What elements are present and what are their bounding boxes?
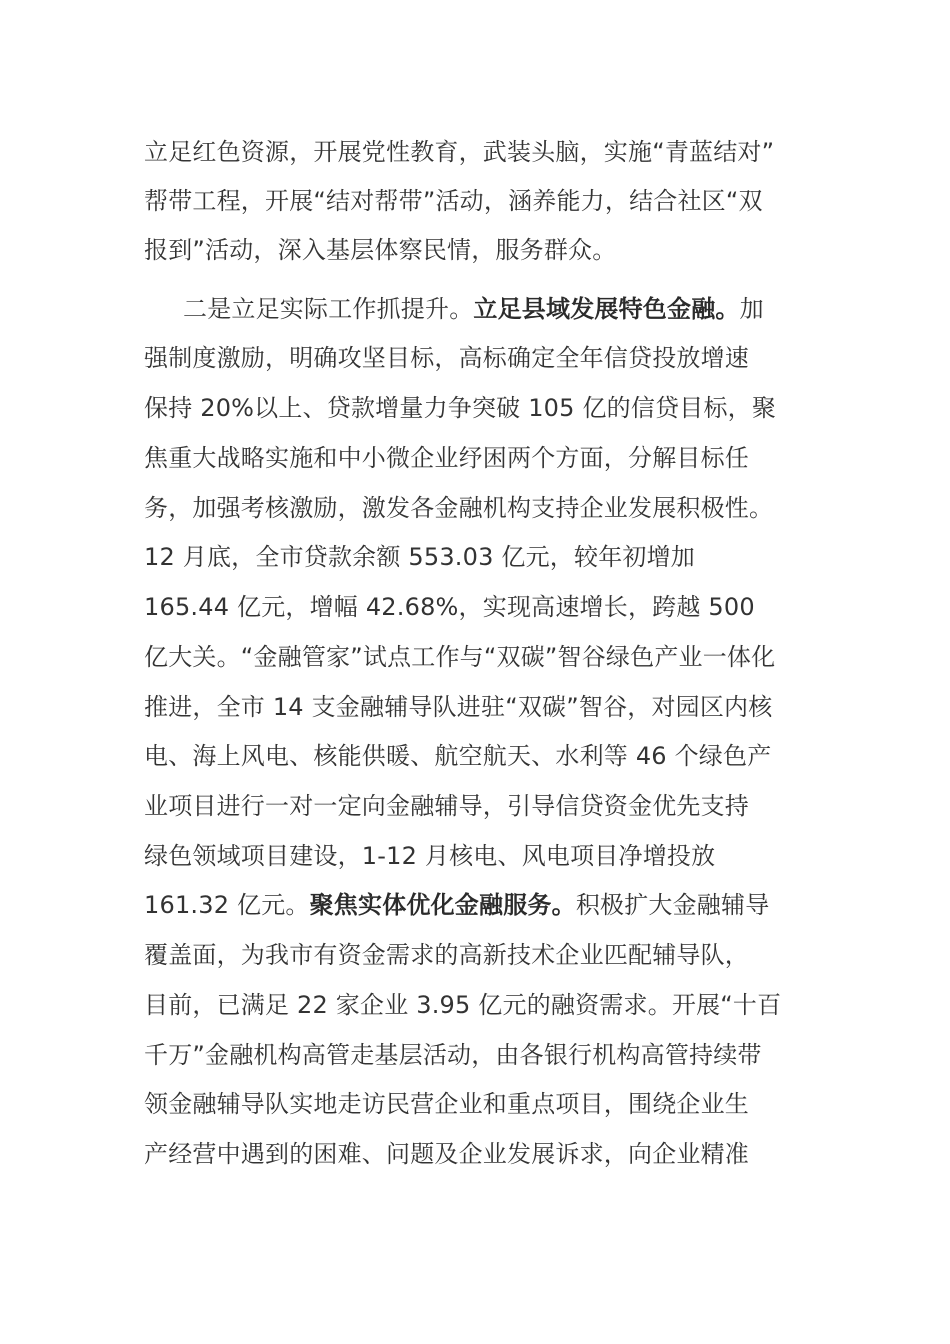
- text-line: 千万”金融机构高管走基层活动，由各银行机构高管持续带: [144, 1041, 762, 1069]
- text-line: 帮带工程，开展“结对帮带”活动，涵养能力，结合社区“双: [144, 187, 763, 215]
- text-line: 电、海上风电、核能供暖、航空航天、水利等 46 个绿色产: [144, 742, 772, 770]
- text-line: 161.32 亿元。聚焦实体优化金融服务。积极扩大金融辅导: [144, 891, 770, 919]
- bold-heading: 立足县域发展特色金融。: [473, 295, 740, 323]
- text-line: 保持 20%以上、贷款增量力争突破 105 亿的信贷目标，聚: [144, 394, 777, 422]
- text-line: 目前，已满足 22 家企业 3.95 亿元的融资需求。开展“十百: [144, 991, 782, 1019]
- text-line: 覆盖面，为我市有资金需求的高新技术企业匹配辅导队，: [144, 941, 749, 969]
- text-line: 产经营中遇到的困难、问题及企业发展诉求，向企业精准: [144, 1140, 749, 1168]
- text-line: 业项目进行一对一定向金融辅导，引导信贷资金优先支持: [144, 792, 749, 820]
- text-line: 报到”活动，深入基层体察民情，服务群众。: [144, 236, 617, 264]
- text-line: 165.44 亿元，增幅 42.68%，实现高速增长，跨越 500: [144, 593, 755, 621]
- text-line: 焦重大战略实施和中小微企业纾困两个方面，分解目标任: [144, 444, 749, 472]
- bold-heading: 聚焦实体优化金融服务。: [309, 891, 576, 919]
- text-line: 领金融辅导队实地走访民营企业和重点项目，围绕企业生: [144, 1090, 749, 1118]
- text-line: 亿大关。“金融管家”试点工作与“双碳”智谷绿色产业一体化: [144, 643, 776, 671]
- text-line: 12 月底，全市贷款余额 553.03 亿元，较年初增加: [144, 543, 696, 571]
- text-line: 务，加强考核激励，激发各金融机构支持企业发展积极性。: [144, 494, 774, 522]
- text-line: 强制度激励，明确攻坚目标，高标确定全年信贷投放增速: [144, 344, 749, 372]
- paragraph-start-line: 二是立足实际工作抓提升。立足县域发展特色金融。加: [183, 295, 764, 323]
- text-line: 立足红色资源，开展党性教育，武装头脑，实施“青蓝结对”: [144, 138, 775, 166]
- text-line: 推进，全市 14 支金融辅导队进驻“双碳”智谷，对园区内核: [144, 693, 773, 721]
- text-line: 绿色领域项目建设，1-12 月核电、风电项目净增投放: [144, 842, 716, 870]
